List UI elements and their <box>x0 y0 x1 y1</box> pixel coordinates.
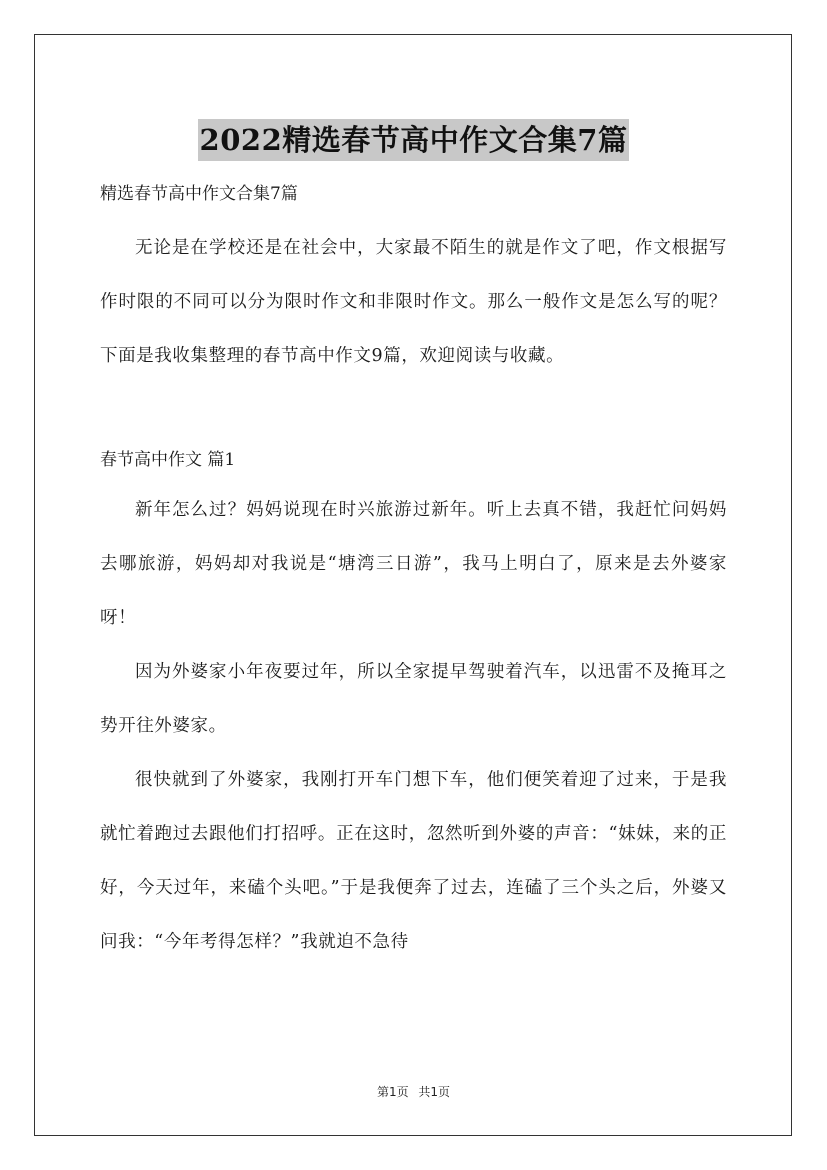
document-subtitle: 精选春节高中作文合集7篇 <box>100 184 298 204</box>
page-number: 第1页 <box>376 1085 409 1099</box>
page-footer <box>0 1083 827 1100</box>
body-paragraph-3: 很快就到了外婆家，我刚打开车门想下车，他们便笑着迎了过来，于是我就忙着跑过去跟他们打招呼。正在这时，忽然听到外婆的声音：“妹妹，来的正好，今天过年，来磕个头吧。”于是我便奔了过去，连磕了三个头之后，外婆又问我：“今年考得怎样？”我就迫不急待 <box>100 770 727 952</box>
document-body <box>100 171 727 969</box>
intro-paragraph: 无论是在学校还是在社会中，大家最不陌生的就是作文了吧，作文根据写作时限的不同可以分为限时作文和非限时作文。那么一般作文是怎么写的呢？下面是我收集整理的春节高中作文9篇，欢迎阅读与收藏。 <box>100 238 727 366</box>
document-title: 2022精选春节高中作文合集7篇 <box>198 119 630 161</box>
section-heading: 春节高中作文 篇1 <box>100 450 236 470</box>
body-paragraph-1: 新年怎么过？妈妈说现在时兴旅游过新年。听上去真不错，我赶忙问妈妈去哪旅游，妈妈却对我说是“塘湾三日游”，我马上明白了，原来是去外婆家呀！ <box>100 500 727 628</box>
title-container <box>0 100 827 181</box>
page-total: 共1页 <box>418 1085 451 1099</box>
body-paragraph-2: 因为外婆家小年夜要过年，所以全家提早驾驶着汽车，以迅雷不及掩耳之势开往外婆家。 <box>100 662 727 736</box>
